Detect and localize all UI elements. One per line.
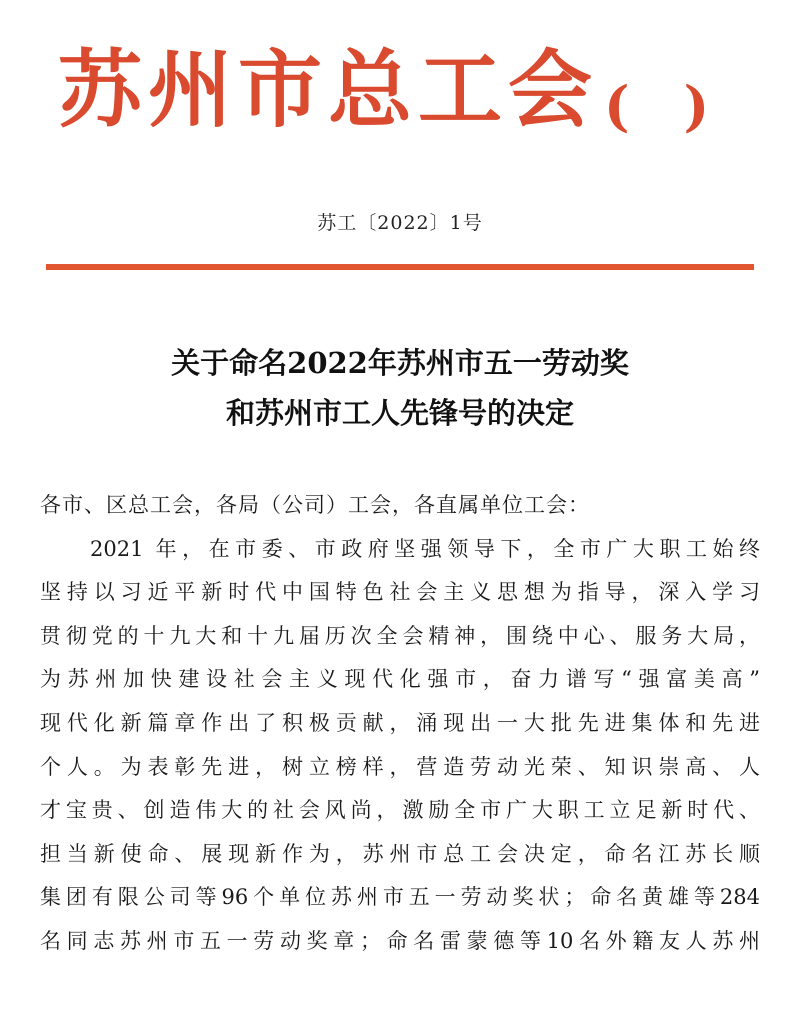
- body-line: 才宝贵、创造伟大的社会风尚，激励全市广大职工立足新时代、: [40, 798, 760, 823]
- body-line: 为苏州加快建设社会主义现代化强市，奋力谱写“强富美高”: [40, 667, 760, 692]
- body-line: 贯彻党的十九大和十九届历次全会精神，围绕中心、服务大局，: [40, 623, 760, 648]
- body-line: 集团有限公司等96个单位苏州市五一劳动奖状；命名黄雄等284: [40, 885, 760, 910]
- document-title: [0, 338, 800, 438]
- body-line: 个人。为表彰先进，树立榜样，营造劳动光荣、知识崇高、人: [40, 754, 760, 779]
- body-line: 名同志苏州市五一劳动奖章；命名雷蒙德等10名外籍友人苏州: [40, 928, 760, 953]
- body-line: 担当新使命、展现新作为，苏州市总工会决定，命名江苏长顺: [40, 841, 760, 866]
- red-divider-rule: [46, 264, 754, 270]
- addressee-line: 各市、区总工会，各局（公司）工会，各直属单位工会：: [40, 493, 590, 517]
- title-line-2: 和苏州市工人先锋号的决定: [225, 396, 574, 430]
- title-line-1: 关于命名2022年苏州市五一劳动奖: [171, 346, 629, 380]
- body-line: 坚持以习近平新时代中国特色社会主义思想为指导，深入学习: [40, 580, 760, 605]
- masthead: [58, 30, 758, 150]
- masthead-title: 苏州市总工会: [58, 40, 599, 139]
- masthead-parenthesis: ( ): [604, 74, 710, 138]
- document-body: [40, 484, 760, 964]
- body-line: 2021 年，在市委、市政府坚强领导下，全市广大职工始终: [90, 536, 760, 561]
- body-line: 现代化新篇章作出了积极贡献，涌现出一大批先进集体和先进: [40, 710, 760, 735]
- document-number: 苏工〔2022〕1号: [317, 212, 483, 234]
